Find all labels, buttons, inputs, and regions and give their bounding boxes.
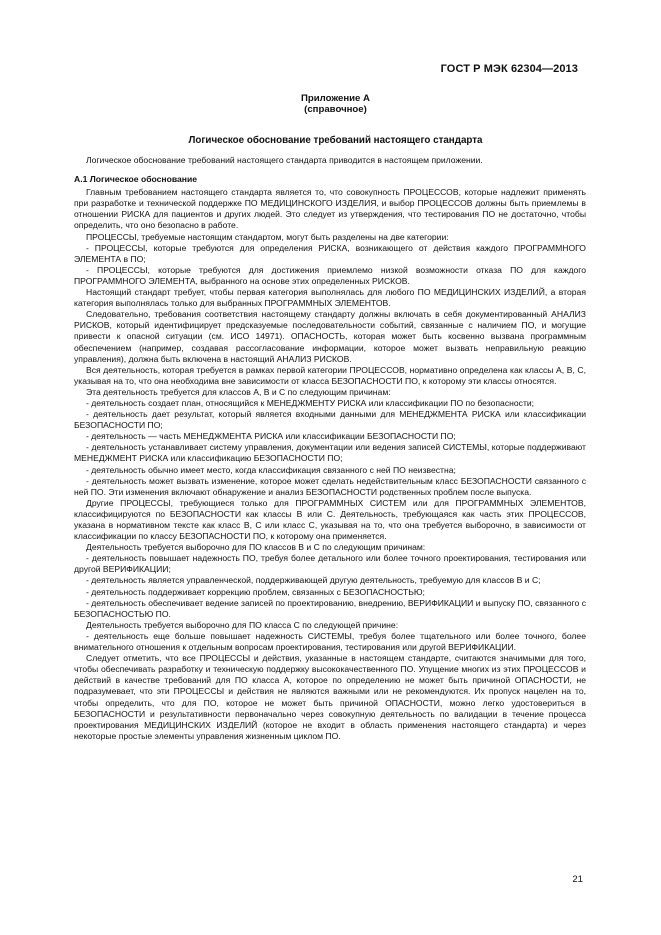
section-heading: А.1 Логическое обоснование [74, 174, 198, 185]
annex-title [0, 135, 661, 146]
list-item: - деятельность является управленческой, поддерживающей другую деятельность, требуемую для классов В и С; [86, 575, 541, 586]
list-item: - деятельность обычно имеет место, когда классификация связанного с ней ПО неизвестна; [86, 464, 456, 475]
intro-paragraph: Логическое обоснование требований настоящего стандарта приводится в настоящем приложении. [86, 155, 483, 165]
annex-title-text: Логическое обоснование требований настоящего стандарта [188, 135, 483, 146]
standard-code: ГОСТ Р МЭК 62304—2013 [440, 63, 578, 75]
list-item: - деятельность может вызвать изменение, которое может сделать недействительным класс БЕЗОПАСНОСТИ связанного с ней ПО. Эти изменения включают обнаружение и анализ БЕЗОПАСНОСТИ родственных проблем после выпуска. [74, 475, 586, 497]
list-item: - деятельность поддерживает коррекцию проблем, связанных с БЕЗОПАСНОСТЬЮ; [86, 586, 425, 597]
annex-type: (справочное) [304, 104, 367, 115]
list-item: - деятельность еще больше повышает надежность СИСТЕМЫ, требуя более тщательного или более точного, более внимательного отношения к отдельным вопросам проектирования, тестирования или другой ВЕРИФИКАЦИИ. [74, 630, 586, 653]
list-item: - ПРОЦЕССЫ, которые требуются для определения РИСКА, возникающего от действия каждого ПРОГРАММНОГО ЭЛЕМЕНТА в ПО; [74, 242, 586, 264]
list-item: - деятельность обеспечивает ведение записей по проектированию, внедрению, ВЕРИФИКАЦИИ и выпуску ПО, связанного с БЕЗОПАСНОСТЬЮ ПО. [74, 597, 586, 619]
list-item: - ПРОЦЕССЫ, которые требуются для достижения приемлемо низкой возможности отказа ПО для каждого ПРОГРАММНОГО ЭЛЕМЕНТА, выбранного на основе этих определенных РИСКОВ. [74, 264, 586, 286]
annex-heading [0, 93, 661, 115]
paragraph: Деятельность требуется выборочно для ПО классов В и С по следующим причинам: [86, 542, 426, 553]
list-item: - деятельность дает результат, который является входными данными для МЕНЕДЖМЕНТА РИСКА или классификации БЕЗОПАСНОСТИ ПО; [74, 409, 586, 431]
paragraph: ПРОЦЕССЫ, требуемые настоящим стандартом, могут быть разделены на две категории: [86, 231, 449, 242]
list-item: - деятельность создает план, относящийся к МЕНЕДЖМЕНТУ РИСКА или классификации ПО по безопасности; [86, 397, 535, 408]
annex-label: Приложение А [301, 93, 370, 104]
list-item: - деятельность повышает надежность ПО, требуя более детального или более точного проектирования, тестирования или другой ВЕРИФИКАЦИИ; [74, 553, 586, 575]
paragraph: Главным требованием настоящего стандарта является то, что совокупность ПРОЦЕССОВ, которые надлежит применять при разработке и технической поддержке ПО МЕДИЦИНСКОГО ИЗДЕЛИЯ, и выбор ПРОЦЕССОВ должны быть приемлемы в отношении РИСКА для пациентов и других людей. Это следует из утверждения, что тестирования ПО не достаточно, чтобы определить, что оно безопасно в работе. [74, 187, 586, 231]
paragraph: Эта деятельность требуется для классов А, В и С по следующим причинам: [86, 386, 391, 397]
paragraph: Следовательно, требования соответствия настоящему стандарту должны включать в себя документированный АНАЛИЗ РИСКОВ, который идентифицирует предсказуемые последовательности событий, связанные с наличием ПО, и могущие привести к опасной ситуации (см. ИСО 14971). ОПАСНОСТЬ, которая может быть косвенно вызвана программным обеспечением (например, создавая рассогласование информации, которое может вызвать неправильную реакцию управления), должна быть включена в настоящий АНАЛИЗ РИСКОВ. [74, 309, 586, 364]
paragraph: Деятельность требуется выборочно для ПО класса С по следующей причине: [86, 619, 399, 630]
list-item: - деятельность устанавливает систему управления, документации или ведения записей СИСТЕМЫ, которые поддерживают МЕНЕДЖМЕНТ РИСКА или классификацию БЕЗОПАСНОСТИ ПО; [74, 442, 586, 464]
paragraph: Следует отметить, что все ПРОЦЕССЫ и действия, указанные в настоящем стандарте, считаются значимыми для того, чтобы обеспечивать разработку и техническую поддержку высококачественного ПО. Упущение многих из этих ПРОЦЕССОВ и действий в качестве требований для ПО класса А, которое по определению не может быть причиной ОПАСНОСТИ, не подразумевает, что эти ПРОЦЕССЫ и действия не являются важными или не рекомендуются. Их пропуск нацелен на то, чтобы определить, что для ПО, которое не может быть причиной ОПАСНОСТИ, можно легко удостовериться в БЕЗОПАСНОСТИ и результативности первоначально через совокупную деятельность по валидации в течение процесса проектирования МЕДИЦИНСКИХ ИЗДЕЛИЙ (которое не входит в область применения настоящего стандарта) и через некоторые простые элементы управления жизненным циклом ПО. [74, 653, 586, 741]
page-number: 21 [572, 874, 583, 885]
list-item: - деятельность — часть МЕНЕДЖМЕНТА РИСКА или классификации БЕЗОПАСНОСТИ ПО; [86, 431, 456, 442]
paragraph: Другие ПРОЦЕССЫ, требующиеся только для ПРОГРАММНЫХ СИСТЕМ или для ПРОГРАММНЫХ ЭЛЕМЕНТОВ, классифицируются по БЕЗОПАСНОСТИ как классы В или С. Деятельность, требующаяся как часть этих ПРОЦЕССОВ, указана в нормативном тексте как класс В, С или класс С, указывая на то, что она требуется выборочно, в зависимости от классификации по классу БЕЗОПАСНОСТИ ПО, к которому она применяется. [74, 497, 586, 542]
paragraph: Вся деятельность, которая требуется в рамках первой категории ПРОЦЕССОВ, нормативно определена как классы А, В, С, указывая на то, что она необходима вне зависимости от класса БЕЗОПАСНОСТИ ПО, к которому эти классы относятся. [74, 364, 586, 386]
annex-body [74, 155, 586, 742]
paragraph: Настоящий стандарт требует, чтобы первая категория выполнялась для любого ПО МЕДИЦИНСКИХ ИЗДЕЛИЙ, а вторая категория выполнялась только для выбранных ПРОГРАММНЫХ ЭЛЕМЕНТОВ. [74, 287, 586, 309]
